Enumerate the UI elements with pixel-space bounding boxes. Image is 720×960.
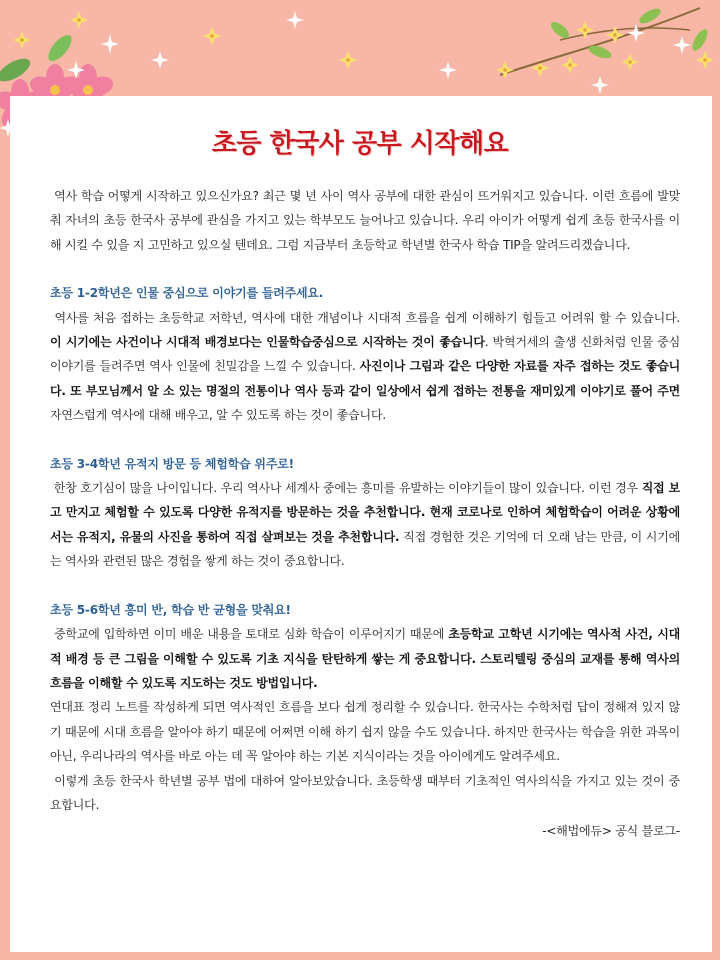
section-body-grade-1-2: 역사를 처음 접하는 초등학교 저학년, 역사에 대한 개념이나 시대적 흐름을 쉽게 이해하기 힘들고 어려워 할 수 있습니다. 이 시기에는 사건이나 시대적 배경보다는 인물학습중심으로 시작하는 것이 좋습니다. 박혁거세의 출생 신화처럼 인물 중심 이야기를 들려주면 역사 인물에 친밀감을 느낄 수 있습니다. 사진이나 그림과 같은 다양한 자료를 자주 접하는 것도 좋습니다. 또 부모님께서 알 소 있는 명절의 전통이나 역사 등과 같이 일상에서 쉽게 접하는 전통을 재미있게 이야기로 풀어 주면 자연스럽게 역사에 대해 배우고, 알 수 있도록 하는 것이 좋습니다. [50, 310, 680, 423]
article-body [50, 184, 680, 844]
section-body-grade-5-6-continued: 연대표 정리 노트를 작성하게 되면 역사적인 흐름을 보다 쉽게 정리할 수 있습니다. 한국사는 수학처럼 답이 정해져 있지 않기 때문에 시대 흐름을 알아야 하기 때문에 어쩌면 이해 하기 쉽지 않을 수도 있습니다. 하지만 한국사는 학습을 위한 과목이 아닌, 우리나라의 역사를 바로 아는 데 꼭 알아야 하는 기본 지식이라는 것을 아이에게도 알려주세요. [50, 700, 680, 764]
section-body-grade-5-6: 중학교에 입학하면 이미 배운 내용을 토대로 심화 학습이 이루어지기 때문에 초등학교 고학년 시기에는 역사적 사건, 시대적 배경 등 큰 그림을 이해할 수 있도록 기초 지식을 탄탄하게 쌓는 게 중요합니다. 스토리텔링 중심의 교재를 통해 역사의 흐름을 이해할 수 있도록 지도하는 것도 방법입니다. [50, 627, 680, 690]
page-title: 초등 한국사 공부 시작해요 [211, 129, 509, 159]
signature: -<해법에듀> 공식 블로그- [542, 824, 680, 839]
section-body-grade-3-4: 한창 호기심이 많을 나이입니다. 우리 역사나 세계사 중에는 흥미를 유발하는 이야기들이 많이 있습니다. 이런 경우 직접 보고 만지고 체험할 수 있도록 다양한 유적지를 방문하는 것을 추천합니다. 현재 코로나로 인하여 체험학습이 어려운 상황에서는 유적지, 유물의 사진을 통하여 직접 살펴보는 것을 추천합니다. 직접 경험한 것은 기억에 더 오래 남는 만큼, 이 시기에는 역사와 관련된 많은 경험을 쌓게 하는 것이 중요합니다. [50, 481, 681, 569]
section-heading-grade-3-4: 초등 3-4학년 유적지 방문 등 체험학습 위주로! [50, 456, 294, 471]
section-heading-grade-1-2: 초등 1-2학년은 인물 중심으로 이야기를 들려주세요. [50, 286, 324, 301]
closing-paragraph: 이렇게 초등 한국사 학년별 공부 법에 대하여 알아보았습니다. 초등학생 때부터 기초적인 역사의식을 가지고 있는 것이 중요합니다. [50, 773, 680, 812]
section-heading-grade-5-6: 초등 5-6학년 흥미 반, 학습 반 균형을 맞춰요! [50, 602, 291, 617]
intro-paragraph: 역사 학습 어떻게 시작하고 있으신가요? 최근 몇 년 사이 역사 공부에 대한 관심이 뜨거워지고 있습니다. 이런 흐름에 발맞춰 자녀의 초등 한국사 공부에 관심을 가지고 있는 학부모도 늘어나고 있습니다. 우리 아이가 어떻게 쉽게 초등 한국사를 이해 시킬 수 있을 지 고민하고 있으실 텐데요. 그럼 지금부터 초등학교 학년별 한국사 학습 TIP을 알려드리겠습니다. [50, 189, 680, 252]
